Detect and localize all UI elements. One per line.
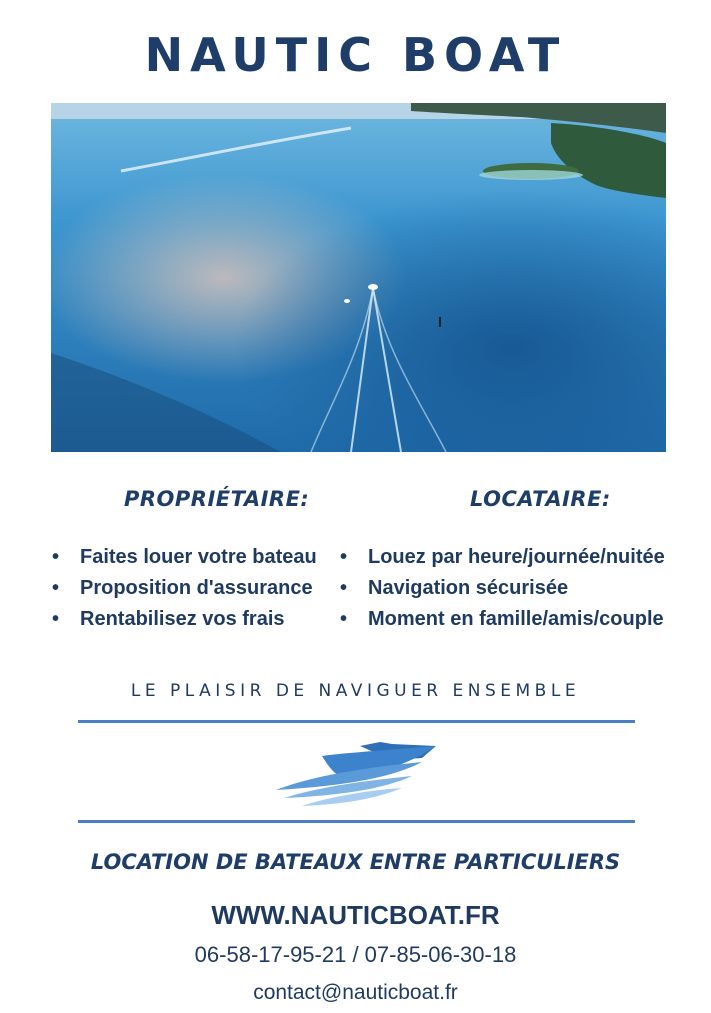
hero-photo-lagoon: [51, 103, 666, 452]
list-item: [340, 604, 665, 635]
bullet-icon: •: [340, 546, 348, 568]
list-item: [340, 542, 665, 573]
bullet-icon: •: [340, 608, 348, 630]
owner-heading: PROPRIÉTAIRE:: [124, 487, 310, 511]
renter-heading: LOCATAIRE:: [470, 487, 611, 511]
brand-title: NAUTIC BOAT: [144, 28, 567, 82]
renter-item-text: Moment en famille/amis/couple: [368, 608, 664, 630]
renter-benefits-list: [340, 542, 665, 635]
renter-item-text: Louez par heure/journée/nuitée: [368, 546, 665, 568]
bullet-icon: •: [340, 577, 348, 599]
bullet-icon: •: [52, 577, 60, 599]
bullet-icon: •: [52, 546, 60, 568]
list-item: [340, 573, 665, 604]
owner-item-text: Faites louer votre bateau: [80, 546, 317, 568]
owner-item-text: Rentabilisez vos frais: [80, 608, 285, 630]
divider: [78, 820, 635, 823]
divider: [78, 720, 635, 723]
list-item: [52, 604, 317, 635]
list-item: [52, 573, 317, 604]
website-link[interactable]: WWW.NAUTICBOAT.FR: [211, 900, 500, 930]
bullet-icon: •: [52, 608, 60, 630]
phone-numbers: 06-58-17-95-21 / 07-85-06-30-18: [194, 942, 517, 967]
tagline: LE PLAISIR DE NAVIGUER ENSEMBLE: [130, 681, 581, 701]
boat-logo-icon: [272, 738, 442, 814]
email-link[interactable]: contact@nauticboat.fr: [253, 981, 458, 1004]
list-item: [52, 542, 317, 573]
service-subtitle: LOCATION DE BATEAUX ENTRE PARTICULIERS: [90, 850, 621, 874]
owner-benefits-list: [52, 542, 317, 635]
renter-item-text: Navigation sécurisée: [368, 577, 569, 599]
owner-item-text: Proposition d'assurance: [80, 577, 313, 599]
